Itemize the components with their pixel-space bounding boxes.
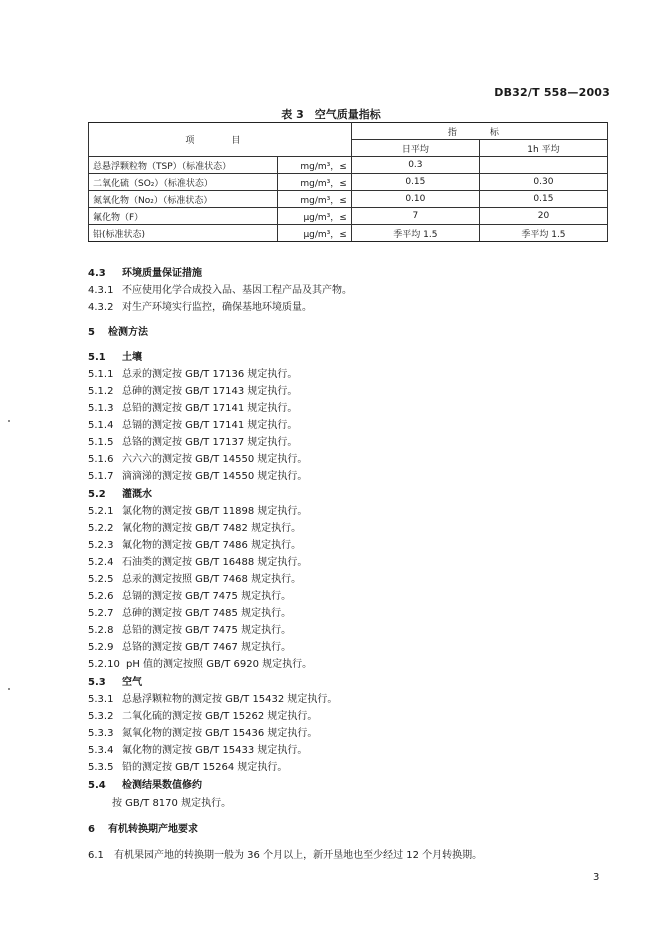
clause-text: 总铅的测定按 GB/T 17141 规定执行。	[122, 403, 298, 414]
clause-5-1-5	[88, 433, 297, 448]
table-row	[89, 157, 608, 174]
clause-text: 氮氧化物的测定按 GB/T 15436 规定执行。	[122, 728, 318, 739]
document-code: DB32/T 558—2003	[494, 86, 610, 99]
clause-number: 5.1.5	[88, 437, 114, 448]
clause-5-2-6	[88, 587, 291, 602]
row-hourly: 0.30	[479, 174, 607, 191]
row-daily: 7	[351, 208, 479, 225]
clause-text: 滴滴涕的测定按 GB/T 14550 规定执行。	[122, 471, 308, 482]
clause-5-2-10	[88, 655, 312, 670]
clause-number: 4.3.2	[88, 302, 114, 313]
clause-number: 5.1.3	[88, 403, 114, 414]
section-number: 4.3	[88, 268, 106, 279]
clause-text: 总砷的测定按 GB/T 7485 规定执行。	[122, 608, 292, 619]
clause-text: 不应使用化学合成投入品、基因工程产品及其产物。	[122, 285, 352, 296]
clause-number: 5.1.2	[88, 386, 114, 397]
row-hourly: 季平均 1.5	[479, 225, 607, 242]
clause-4-3-1	[88, 281, 352, 296]
section-title: 检测方法	[108, 327, 148, 338]
clause-number: 5.2.10	[88, 659, 120, 670]
clause-number: 5.1.6	[88, 454, 114, 465]
section-title: 检测结果数值修约	[122, 780, 202, 791]
row-unit: μg/m³，≤	[278, 208, 351, 225]
clause-text: 总铬的测定按 GB/T 17137 规定执行。	[122, 437, 298, 448]
clause-text: 氰化物的测定按 GB/T 7482 规定执行。	[122, 523, 302, 534]
clause-5-2-3	[88, 536, 301, 551]
section-5-2-heading	[88, 485, 152, 500]
clause-text: 总镉的测定按 GB/T 17141 规定执行。	[122, 420, 298, 431]
clause-text: 二氧化硫的测定按 GB/T 15262 规定执行。	[122, 711, 318, 722]
row-daily: 季平均 1.5	[351, 225, 479, 242]
clause-number: 5.3.3	[88, 728, 114, 739]
clause-5-2-1	[88, 502, 307, 517]
clause-5-1-1	[88, 365, 297, 380]
row-hourly: 0.15	[479, 191, 607, 208]
table-row	[89, 225, 608, 242]
scan-speck	[8, 420, 10, 422]
row-hourly	[479, 157, 607, 174]
clause-text: 总汞的测定按 GB/T 17136 规定执行。	[122, 369, 298, 380]
clause-text: 石油类的测定按 GB/T 16488 规定执行。	[122, 557, 308, 568]
clause-5-1-7	[88, 467, 307, 482]
clause-number: 5.1.1	[88, 369, 114, 380]
clause-text: 氟化物的测定按 GB/T 7486 规定执行。	[122, 540, 302, 551]
clause-5-1-6	[88, 450, 307, 465]
section-6-heading	[88, 820, 198, 835]
row-item: 总悬浮颗粒物（TSP）（标准状态）	[89, 157, 278, 174]
clause-number: 5.2.8	[88, 625, 114, 636]
clause-number: 5.1.4	[88, 420, 114, 431]
row-daily: 0.3	[351, 157, 479, 174]
air-quality-table	[88, 122, 608, 242]
clause-number: 5.3.4	[88, 745, 114, 756]
clause-text: 有机果园产地的转换期一般为 36 个月以上，新开垦地也至少经过 12 个月转换期。	[114, 850, 483, 861]
clause-text: 总铅的测定按 GB/T 7475 规定执行。	[122, 625, 292, 636]
header-item: 项 目	[89, 123, 352, 157]
section-5-4-text: 按 GB/T 8170 规定执行。	[112, 798, 232, 809]
clause-text: 氯化物的测定按 GB/T 11898 规定执行。	[122, 506, 308, 517]
clause-number: 5.2.2	[88, 523, 114, 534]
clause-5-2-5	[88, 570, 301, 585]
section-5-heading	[88, 323, 148, 338]
section-title: 有机转换期产地要求	[108, 824, 198, 835]
row-hourly: 20	[479, 208, 607, 225]
row-unit: mg/m³，≤	[278, 174, 351, 191]
clause-number: 6.1	[88, 850, 104, 861]
section-number: 6	[88, 824, 95, 835]
clause-text: 氟化物的测定按 GB/T 15433 规定执行。	[122, 745, 308, 756]
clause-text: 六六六的测定按 GB/T 14550 规定执行。	[122, 454, 308, 465]
clause-5-3-1	[88, 690, 337, 705]
section-5-3-heading	[88, 673, 142, 688]
clause-number: 5.2.3	[88, 540, 114, 551]
clause-number: 5.1.7	[88, 471, 114, 482]
clause-text: 总铬的测定按 GB/T 7467 规定执行。	[122, 642, 292, 653]
clause-number: 5.2.5	[88, 574, 114, 585]
table-row	[89, 174, 608, 191]
clause-5-3-5	[88, 758, 287, 773]
clause-5-2-2	[88, 519, 301, 534]
row-item: 铅(标准状态)	[89, 225, 278, 242]
clause-4-3-2	[88, 298, 312, 313]
clause-text: 铅的测定按 GB/T 15264 规定执行。	[122, 762, 288, 773]
row-unit: mg/m³，≤	[278, 191, 351, 208]
section-5-1-heading	[88, 348, 142, 363]
clause-5-2-7	[88, 604, 291, 619]
clause-5-3-2	[88, 707, 317, 722]
header-daily: 日平均	[351, 140, 479, 157]
section-number: 5.4	[88, 780, 106, 791]
clause-number: 5.3.2	[88, 711, 114, 722]
clause-5-2-8	[88, 621, 291, 636]
clause-number: 4.3.1	[88, 285, 114, 296]
section-5-4-heading	[88, 776, 202, 791]
section-title: 土壤	[122, 352, 142, 363]
row-item: 氮氧化物（No₂）（标准状态）	[89, 191, 278, 208]
table-header-row	[89, 123, 608, 140]
section-title: 环境质量保证措施	[122, 268, 202, 279]
header-hourly: 1h 平均	[479, 140, 607, 157]
clause-text: 总悬浮颗粒物的测定按 GB/T 15432 规定执行。	[122, 694, 338, 705]
clause-number: 5.2.6	[88, 591, 114, 602]
clause-number: 5.2.4	[88, 557, 114, 568]
clause-number: 5.2.1	[88, 506, 114, 517]
clause-number: 5.3.1	[88, 694, 114, 705]
clause-text: 总砷的测定按 GB/T 17143 规定执行。	[122, 386, 298, 397]
section-title: 空气	[122, 677, 142, 688]
row-daily: 0.15	[351, 174, 479, 191]
header-index: 指 标	[351, 123, 607, 140]
clause-text: 总镉的测定按 GB/T 7475 规定执行。	[122, 591, 292, 602]
section-4-3-heading	[88, 264, 202, 279]
section-number: 5.1	[88, 352, 106, 363]
row-daily: 0.10	[351, 191, 479, 208]
row-unit: μg/m³，≤	[278, 225, 351, 242]
section-number: 5.2	[88, 489, 106, 500]
row-unit: mg/m³，≤	[278, 157, 351, 174]
clause-number: 5.2.9	[88, 642, 114, 653]
clause-5-2-9	[88, 638, 291, 653]
clause-6-1	[88, 846, 482, 861]
clause-5-1-2	[88, 382, 297, 397]
clause-number: 5.2.7	[88, 608, 114, 619]
clause-number: 5.3.5	[88, 762, 114, 773]
row-item: 二氧化硫（SO₂）（标准状态）	[89, 174, 278, 191]
scan-speck	[8, 688, 10, 690]
row-item: 氟化物（F）	[89, 208, 278, 225]
clause-5-3-3	[88, 724, 317, 739]
table-title: 表 3 空气质量指标	[281, 108, 381, 121]
section-title: 灌溉水	[122, 489, 152, 500]
clause-text: 对生产环境实行监控，确保基地环境质量。	[122, 302, 312, 313]
clause-5-3-4	[88, 741, 307, 756]
table-row	[89, 208, 608, 225]
clause-5-2-4	[88, 553, 307, 568]
clause-text: pH 值的测定按照 GB/T 6920 规定执行。	[126, 659, 313, 670]
page-number: 3	[593, 872, 600, 883]
section-number: 5	[88, 327, 95, 338]
clause-5-1-3	[88, 399, 297, 414]
table-row	[89, 191, 608, 208]
section-number: 5.3	[88, 677, 106, 688]
clause-5-1-4	[88, 416, 297, 431]
clause-text: 总汞的测定按照 GB/T 7468 规定执行。	[122, 574, 302, 585]
